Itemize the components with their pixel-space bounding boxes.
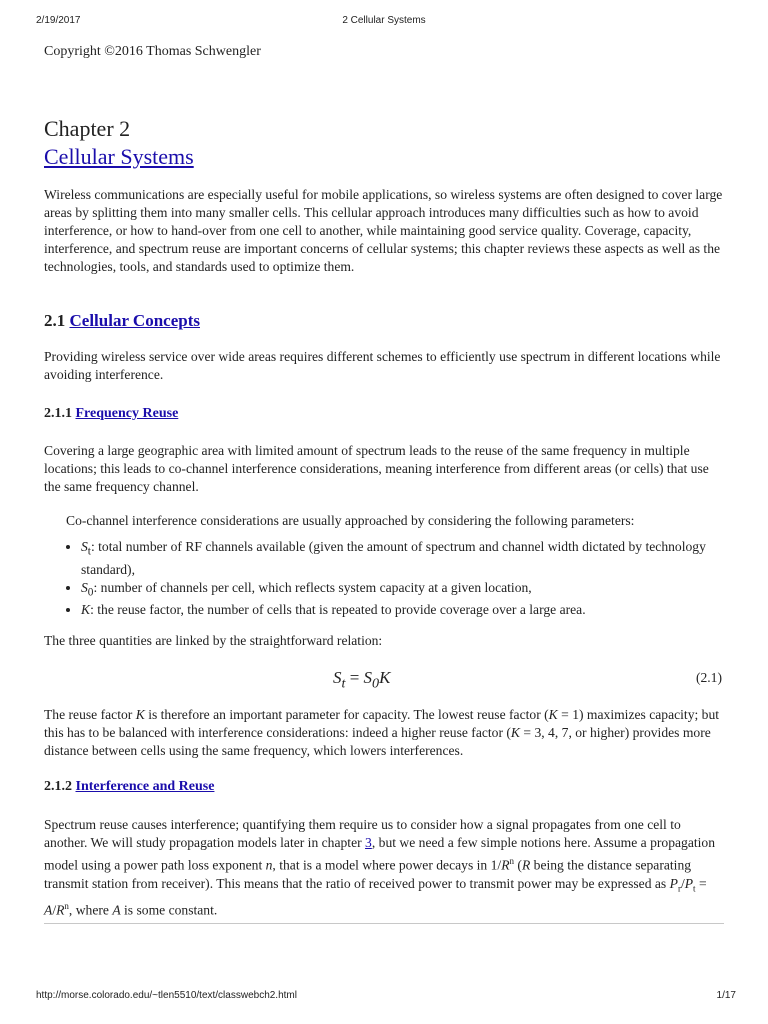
section-2-1-paragraph: Providing wireless service over wide areas requires different schemes to efficiently use spectrum in different locations while avoiding interference.	[44, 349, 721, 382]
list-item: • K: the reuse factor, the number of cells that is repeated to provide coverage over a large area.	[81, 601, 761, 624]
intro-paragraph: Wireless communications are especially useful for mobile applications, so wireless systems are often designed to cover large areas by splitting them into many smaller cells. This cellular approach introduces many difficulties such as how to avoid interference, or how to hand-over from one cell to another, while maintaining good service quality. Coverage, capacity, interference, and spectrum reuse are important concerns of cellular systems; this chapter reviews these aspects as well as the technologies, tools, and standards used to optimize them.	[44, 187, 723, 274]
equation-number: (2.1)	[695, 670, 722, 685]
list-item: • $S_0$: number of channels per cell, which reflects system capacity at a given location,	[81, 579, 761, 602]
section-title-link[interactable]: Interference and Reuse	[75, 779, 215, 794]
section-2-1-1-heading	[44, 406, 178, 422]
chapter-heading	[44, 115, 194, 171]
page-number: 1/17	[716, 990, 736, 1001]
relation-intro: The three quantities are linked by the straightforward relation:	[44, 633, 383, 648]
section-title-link[interactable]: Frequency Reuse	[75, 406, 179, 421]
list-item: • $S_t$: total number of RF channels available (given the amount of spectrum and channel width dictated by technology standard),	[81, 538, 761, 579]
print-title: 2 Cellular Systems	[342, 15, 426, 26]
section-2-1-heading	[44, 311, 200, 331]
section-2-1-2-heading	[44, 779, 214, 795]
print-header	[0, 15, 768, 29]
parameter-list	[44, 538, 761, 624]
frequency-reuse-paragraph: Covering a large geographic area with limited amount of spectrum leads to the reuse of the same frequency in multiple locations; this leads to co-channel interference considerations, meaning interference from different areas (or cells) that use the same frequency channel.	[44, 443, 709, 494]
interference-paragraph: Spectrum reuse causes interference; quantifying them require us to consider how a signal propagates from one cell to another. We will study propagation models later in chapter 3, but we need a few simple notions here. Assume a propagation model using a power path loss exponent n, that is a model where power decays in $1/R^n$ (R being the distance separating transmit station from receiver). This means that the ratio of received power to transmit power may be expressed as $P_r/P_t = A/R^n$, where A is some constant.	[44, 817, 715, 918]
equation-2-1	[0, 668, 768, 690]
section-number: 2.1.2	[44, 779, 72, 794]
print-date: 2/19/2017	[36, 15, 81, 26]
reuse-factor-paragraph: The reuse factor K is therefore an important parameter for capacity. The lowest reuse factor (K = 1) maximizes capacity; but this has to be balanced with interference considerations: indeed a higher reuse factor (K = 3, 4, 7, or higher) provides more distance between cells using the same frequency, which lowers interferences.	[44, 707, 720, 758]
section-number: 2.1	[44, 311, 66, 330]
section-title-link[interactable]: Cellular Concepts	[69, 311, 200, 330]
print-url: http://morse.colorado.edu/~tlen5510/text/classwebch2.html	[36, 990, 297, 1001]
chapter-3-link[interactable]: 3	[365, 835, 372, 850]
horizontal-divider	[44, 923, 724, 924]
section-number: 2.1.1	[44, 406, 72, 421]
parameters-intro: Co-channel interference considerations are usually approached by considering the following parameters:	[66, 513, 635, 528]
chapter-title-link[interactable]: Cellular Systems	[44, 144, 194, 169]
chapter-label: Chapter 2	[44, 116, 131, 141]
print-footer	[0, 990, 768, 1004]
equation-formula: $S_t = S_0K$	[333, 668, 391, 692]
copyright-notice: Copyright ©2016 Thomas Schwengler	[44, 44, 261, 59]
